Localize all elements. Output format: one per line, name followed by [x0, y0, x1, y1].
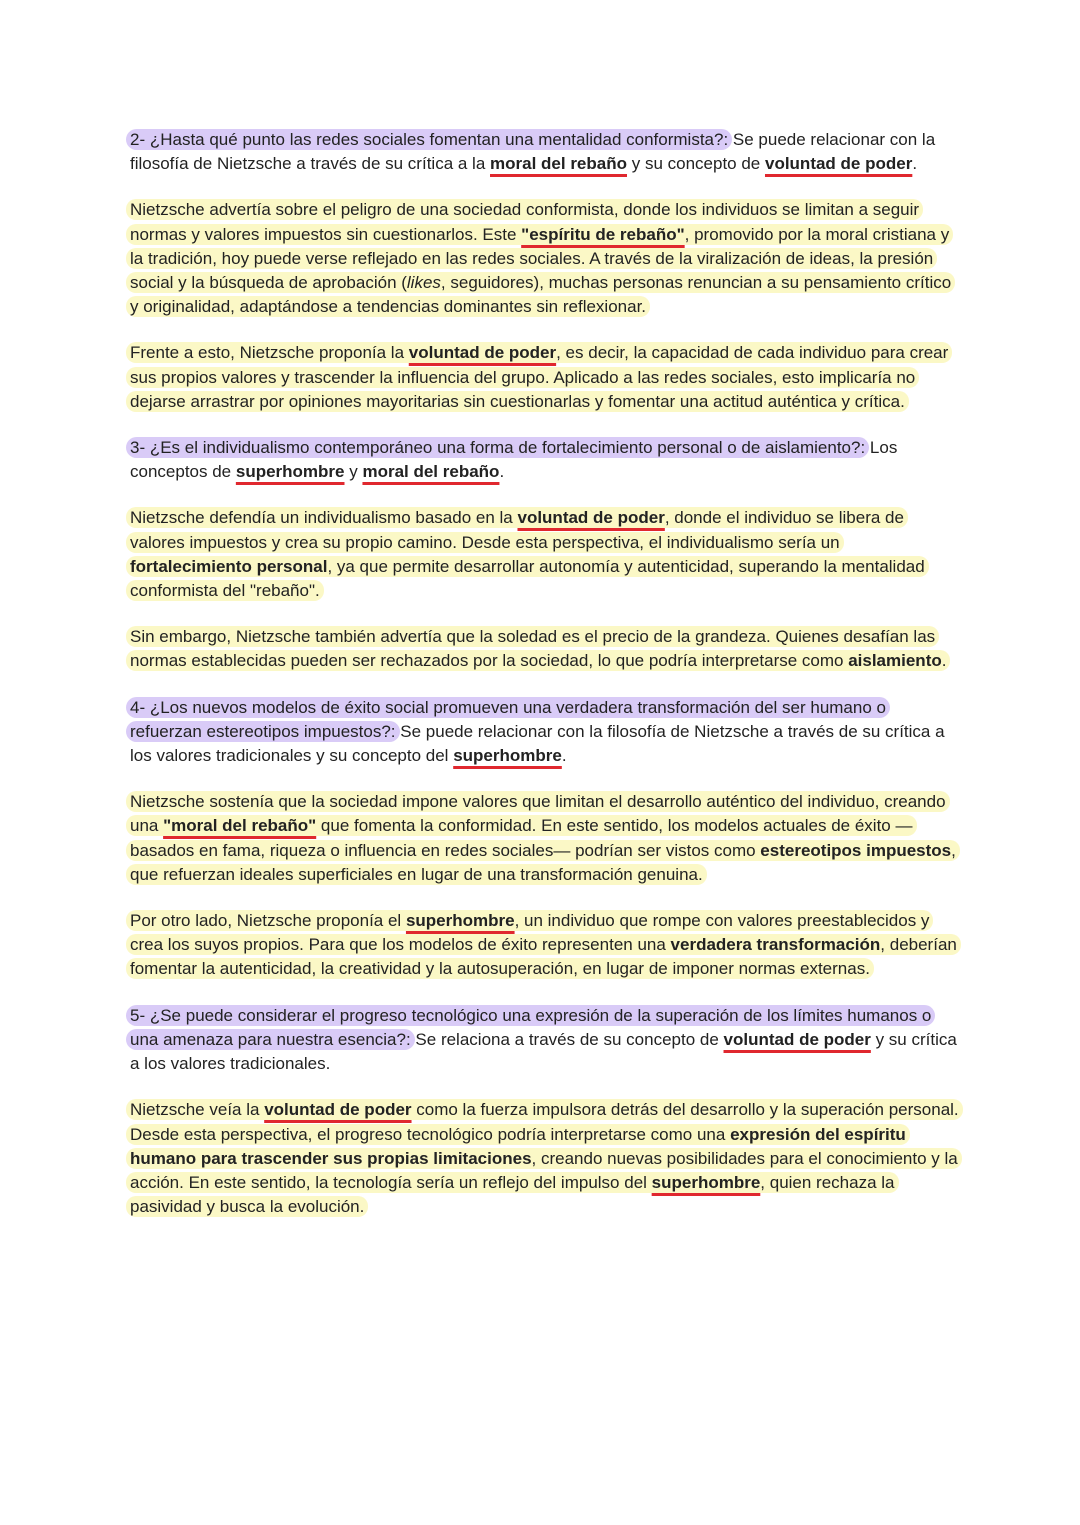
section-4-paragraph-1: Nietzsche sostenía que la sociedad impone valores que limitan el desarrollo auténtico del individuo, creando una "moral del rebaño" que fomenta la conformidad. En este sentido, los modelos actuales de éxito —basados en fama, riqueza o influencia en redes sociales— podrían ser vistos como estereotipos impuestos, que refuerzan ideales superficiales en lugar de una transformación genuina. — [130, 790, 960, 887]
section-2-paragraph-1: Nietzsche advertía sobre el peligro de una sociedad conformista, donde los individuos se limitan a seguir normas y valores impuestos sin cuestionarlos. Este "espíritu de rebaño", promovido por la moral cristiana y la tradición, hoy puede verse reflejado en las redes sociales. A través de la viralización de ideas, la presión social y la búsqueda de aprobación (likes, seguidores), muchas personas renuncian a su pensamiento crítico y originalidad, adaptándose a tendencias dominantes sin reflexionar. — [130, 198, 960, 319]
key-term: superhombre — [235, 462, 345, 482]
section-3-paragraph-2: Sin embargo, Nietzsche también advertía que la soledad es el precio de la grandeza. Quienes desafían las normas establecidas pueden ser rechazados por la sociedad, lo que podría interpretarse como aislamiento. — [130, 625, 960, 673]
key-term: voluntad de poder — [723, 1029, 871, 1049]
bold-term: estereotipos impuestos — [760, 840, 952, 860]
section-3-paragraph-1: Nietzsche defendía un individualismo basado en la voluntad de poder, donde el individuo se libera de valores impuestos y crea su propio camino. Desde esta perspectiva, el individualismo sería un fortalecimiento personal, ya que permite desarrollar autonomía y autenticidad, superando la mentalidad conformista del "rebaño". — [130, 506, 960, 603]
key-term: "moral del rebaño" — [163, 816, 317, 836]
section-5-question: 5- ¿Se puede considerar el progreso tecnológico una expresión de la superación de los límites humanos o una amenaza para nuestra esencia?: Se relaciona a través de su concepto de voluntad de poder y su crítica a los valores tradicionales. — [130, 1004, 960, 1077]
bold-term: aislamiento — [848, 651, 942, 671]
section-4-paragraph-2: Por otro lado, Nietzsche proponía el superhombre, un individuo que rompe con valores preestablecidos y crea los suyos propios. Para que los modelos de éxito representen una verdadera transformación, deberían fomentar la autenticidad, la creatividad y la autosuperación, en lugar de imponer normas externas. — [130, 909, 960, 982]
question-highlight: 3- ¿Es el individualismo contemporáneo una forma de fortalecimiento personal o de aislamiento?: — [126, 437, 869, 458]
question-highlight: 5- ¿Se puede considerar el progreso tecnológico una expresión de la superación de los límites humanos o una amenaza para nuestra esencia?: — [126, 1005, 935, 1050]
bold-term: expresión del espíritu humano para trascender sus propias limitaciones — [130, 1124, 906, 1168]
section-4-question: 4- ¿Los nuevos modelos de éxito social promueven una verdadera transformación del ser humano o refuerzan estereotipos impuestos?: Se puede relacionar con la filosofía de Nietzsche a través de su crítica a los valores tradicionales y su concepto del superhombre. — [130, 696, 960, 769]
key-term: moral del rebaño — [490, 154, 627, 174]
key-term: superhombre — [453, 746, 562, 766]
key-term: voluntad de poder — [408, 343, 557, 363]
section-3-question: 3- ¿Es el individualismo contemporáneo una forma de fortalecimiento personal o de aislamiento?: Los conceptos de superhombre y moral del rebaño. — [130, 436, 960, 484]
question-highlight: 4- ¿Los nuevos modelos de éxito social promueven una verdadera transformación del ser humano o refuerzan estereotipos impuestos?: — [126, 697, 890, 742]
key-term: moral del rebaño — [362, 462, 500, 482]
section-5-paragraph-1: Nietzsche veía la voluntad de poder como la fuerza impulsora detrás del desarrollo y la superación personal. Desde esta perspectiva, el progreso tecnológico podría interpretarse como una expresión del espíritu humano para trascender sus propias limitaciones, creando nuevas posibilidades para el conocimiento y la acción. En este sentido, la tecnología sería un reflejo del impulso del superhombre, quien rechaza la pasividad y busca la evolución. — [130, 1098, 960, 1219]
key-term: voluntad de poder — [264, 1100, 412, 1120]
section-2-paragraph-2: Frente a esto, Nietzsche proponía la voluntad de poder, es decir, la capacidad de cada individuo para crear sus propios valores y trascender la influencia del grupo. Aplicado a las redes sociales, esto implicaría no dejarse arrastrar por opiniones mayoritarias sin cuestionarlas y fomentar una actitud auténtica y crítica. — [130, 341, 960, 414]
bold-term: verdadera transformación — [670, 935, 881, 955]
bold-term: fortalecimiento personal — [130, 556, 328, 576]
key-term: superhombre — [651, 1172, 761, 1192]
key-term: "espíritu de rebaño" — [521, 224, 685, 244]
document-body — [130, 128, 960, 1241]
key-term: voluntad de poder — [517, 508, 665, 528]
question-highlight: 2- ¿Hasta qué punto las redes sociales fomentan una mentalidad conformista?: — [126, 129, 732, 150]
key-term: superhombre — [405, 911, 515, 931]
section-2-question: 2- ¿Hasta qué punto las redes sociales fomentan una mentalidad conformista?: Se puede relacionar con la filosofía de Nietzsche a través de su crítica a la moral del rebaño y su concepto de voluntad de poder. — [130, 128, 960, 176]
key-term: voluntad de poder — [764, 154, 913, 174]
